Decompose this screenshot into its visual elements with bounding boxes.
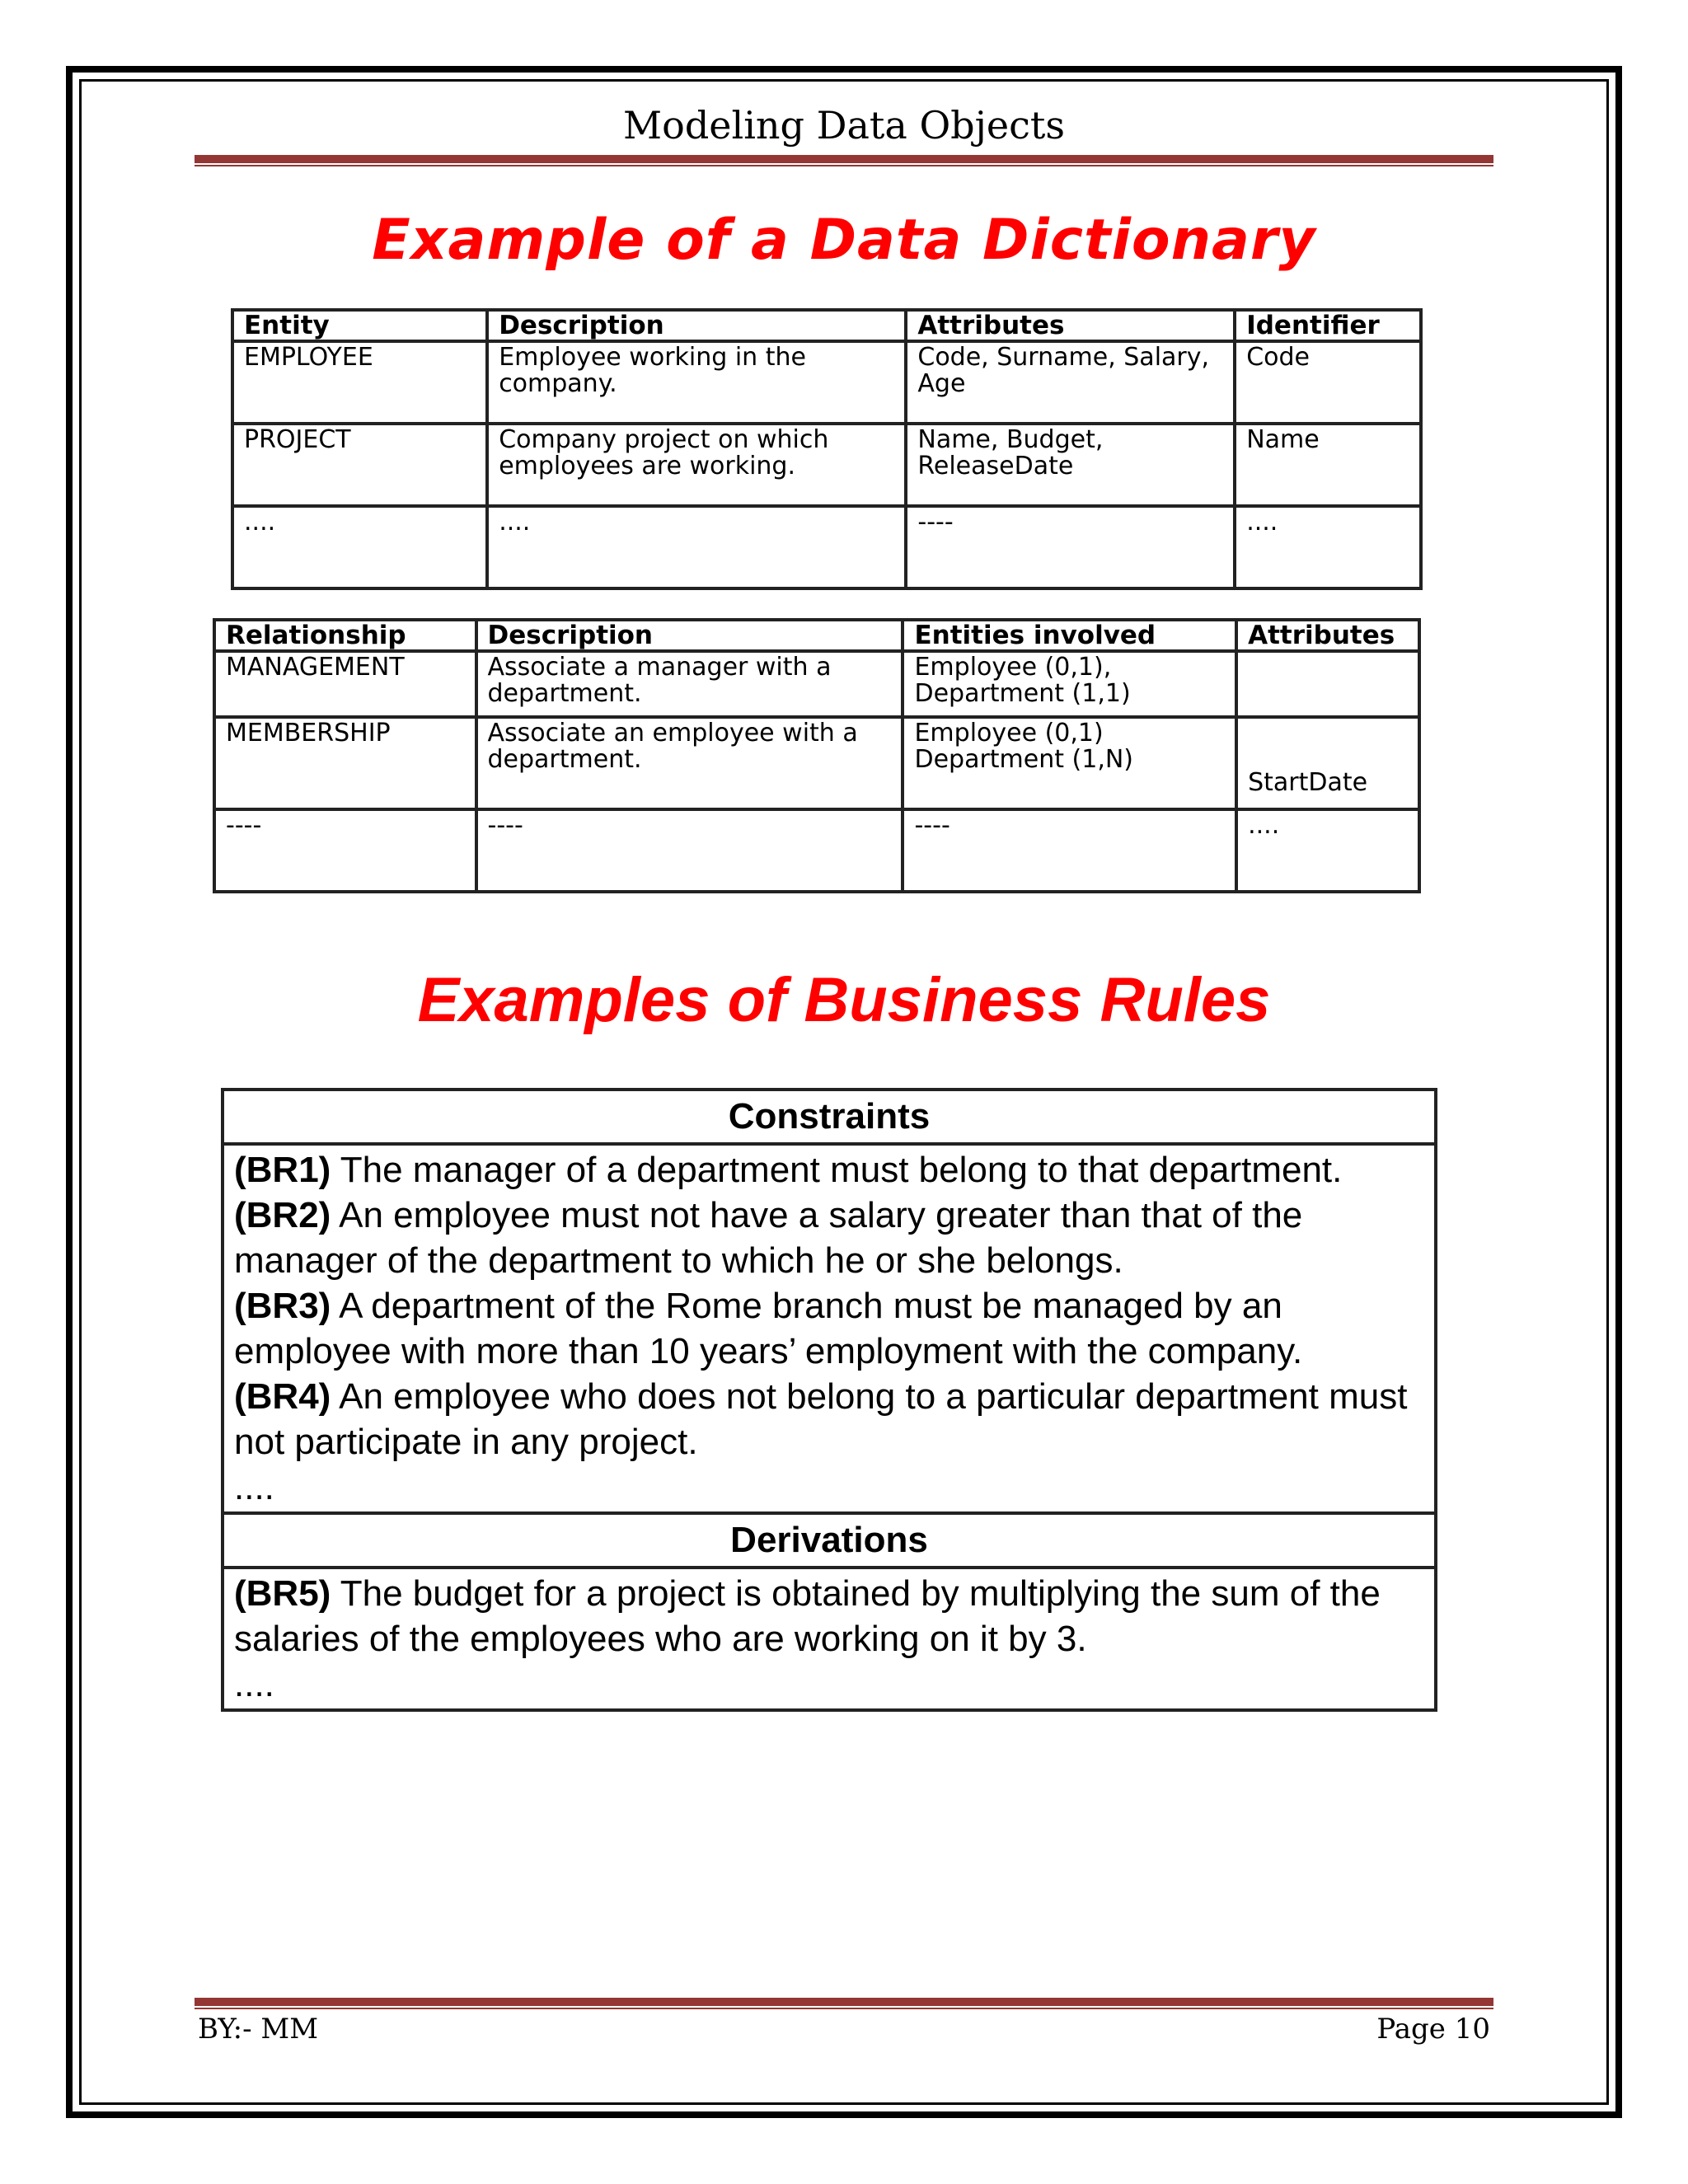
column-header: Identifier bbox=[1235, 310, 1421, 341]
table-cell: Name bbox=[1235, 424, 1421, 506]
footer-rule bbox=[195, 1998, 1493, 2006]
rule-text: An employee must not have a salary greater than that of the manager of the department to which he or she belongs. bbox=[234, 1195, 1303, 1281]
table-cell: .... bbox=[1235, 506, 1421, 588]
rule-text: An employee who does not belong to a particular department must not participate in any project. bbox=[234, 1376, 1408, 1462]
table-cell: .... bbox=[487, 506, 906, 588]
table-cell bbox=[1236, 651, 1419, 717]
table-cell: MANAGEMENT bbox=[214, 651, 476, 717]
rule-text: A department of the Rome branch must be managed by an employee with more than 10 years’ employment with the company. bbox=[234, 1286, 1303, 1371]
table-cell: StartDate bbox=[1236, 717, 1419, 809]
column-header: Attributes bbox=[1236, 620, 1419, 651]
rule-item bbox=[234, 1283, 1424, 1374]
table-cell: Employee (0,1) Department (1,N) bbox=[903, 717, 1236, 809]
footer-page-number: Page 10 bbox=[1376, 2013, 1490, 2046]
data-dictionary-heading: Example of a Data Dictionary bbox=[372, 208, 1316, 273]
business-rules-table bbox=[221, 1088, 1437, 1712]
table-header-row bbox=[214, 620, 1419, 651]
table-header-row bbox=[232, 310, 1421, 341]
table-row bbox=[232, 424, 1421, 506]
rule-id: (BR1) bbox=[234, 1150, 331, 1190]
table-cell: Associate an employee with a department. bbox=[476, 717, 903, 809]
entities-table bbox=[231, 308, 1423, 590]
table-cell: Company project on which employees are working. bbox=[487, 424, 906, 506]
table-cell: .... bbox=[232, 506, 487, 588]
table-row bbox=[214, 717, 1419, 809]
rule-item bbox=[234, 1193, 1424, 1283]
rule-text: The manager of a department must belong to that department. bbox=[331, 1150, 1343, 1190]
table-cell: ---- bbox=[906, 506, 1235, 588]
derivations-cell bbox=[223, 1568, 1436, 1710]
table-cell: Name, Budget, ReleaseDate bbox=[906, 424, 1235, 506]
rule-text: The budget for a project is obtained by multiplying the sum of the salaries of the employees who are working on it by 3. bbox=[234, 1573, 1381, 1659]
constraints-ellipsis: .... bbox=[234, 1467, 274, 1507]
table-cell: MEMBERSHIP bbox=[214, 717, 476, 809]
table-cell: Code bbox=[1235, 341, 1421, 424]
rule-id: (BR5) bbox=[234, 1573, 331, 1614]
rule-id: (BR3) bbox=[234, 1286, 331, 1326]
rule-id: (BR4) bbox=[234, 1376, 331, 1417]
header-rule-thin bbox=[195, 165, 1493, 166]
rule-item bbox=[234, 1147, 1424, 1193]
footer-author: BY:- MM bbox=[198, 2013, 319, 2046]
rule-item bbox=[234, 1571, 1424, 1661]
table-cell: Employee (0,1), Department (1,1) bbox=[903, 651, 1236, 717]
constraints-cell bbox=[223, 1144, 1436, 1513]
derivations-ellipsis: .... bbox=[234, 1664, 274, 1704]
table-row bbox=[214, 651, 1419, 717]
column-header: Relationship bbox=[214, 620, 476, 651]
table-cell: PROJECT bbox=[232, 424, 487, 506]
table-cell: Code, Surname, Salary, Age bbox=[906, 341, 1235, 424]
table-cell: ---- bbox=[476, 809, 903, 892]
table-row bbox=[232, 341, 1421, 424]
table-cell: ---- bbox=[214, 809, 476, 892]
constraints-title: Constraints bbox=[223, 1090, 1436, 1144]
derivations-title: Derivations bbox=[223, 1513, 1436, 1568]
column-header: Description bbox=[487, 310, 906, 341]
column-header: Entity bbox=[232, 310, 487, 341]
relationships-table bbox=[213, 618, 1421, 893]
table-cell: Employee working in the company. bbox=[487, 341, 906, 424]
page-header-title: Modeling Data Objects bbox=[623, 103, 1065, 148]
table-row bbox=[232, 506, 1421, 588]
business-rules-heading: Examples of Business Rules bbox=[417, 965, 1271, 1035]
table-cell: Associate a manager with a department. bbox=[476, 651, 903, 717]
footer-rule-thin bbox=[195, 2008, 1493, 2009]
table-cell: .... bbox=[1236, 809, 1419, 892]
column-header: Attributes bbox=[906, 310, 1235, 341]
rule-item bbox=[234, 1374, 1424, 1465]
table-cell: EMPLOYEE bbox=[232, 341, 487, 424]
column-header: Description bbox=[476, 620, 903, 651]
table-cell: ---- bbox=[903, 809, 1236, 892]
table-row bbox=[214, 809, 1419, 892]
header-rule bbox=[195, 155, 1493, 163]
rule-id: (BR2) bbox=[234, 1195, 331, 1235]
column-header: Entities involved bbox=[903, 620, 1236, 651]
